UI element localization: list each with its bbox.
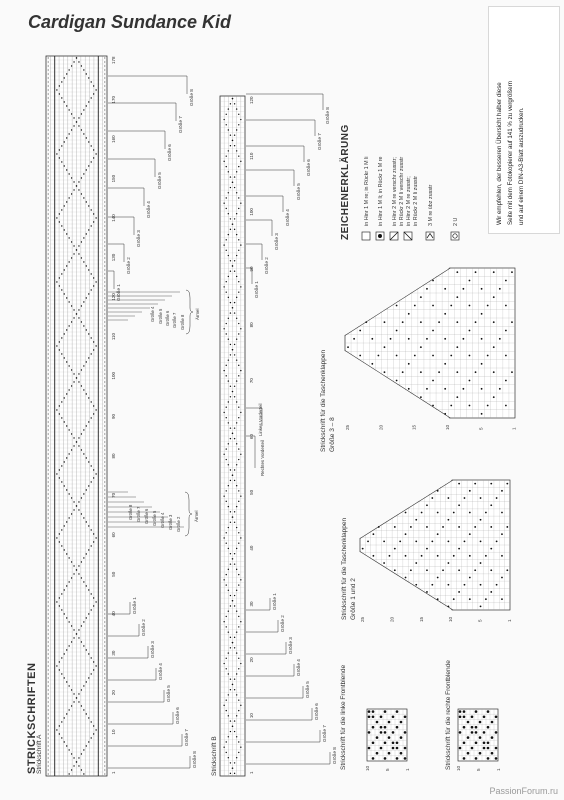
pocket-2-row-number: 1 bbox=[511, 427, 517, 430]
chart-a-size-label-top: Größe 1 bbox=[116, 284, 121, 301]
chart-b-size-label-top: Größe 6 bbox=[306, 159, 311, 176]
chart-a-sleeve-label-2: Größe 3 bbox=[168, 514, 173, 530]
front-left-label: Strickschrift für die linke Frontblende bbox=[340, 664, 347, 770]
pocket-1-label: Strickschrift für die Taschenklappen bbox=[341, 517, 348, 620]
chart-a-sleeve-label: Größe 5 bbox=[158, 308, 163, 324]
chart-b-size-label-bottom: Größe 3 bbox=[288, 637, 293, 654]
legend-heading: ZEICHENERKLÄRUNG bbox=[340, 124, 351, 240]
chart-b-size-label-bottom: Größe 4 bbox=[296, 659, 301, 676]
chart-a-size-label-bottom: Größe 7 bbox=[184, 729, 189, 746]
chart-a-row-number: 150 bbox=[111, 174, 116, 183]
front-left-row-number: 5 bbox=[385, 768, 390, 771]
chart-a-sleeve-label: Größe 7 bbox=[172, 312, 177, 328]
chart-b-size-label-top: Größe 3 bbox=[274, 233, 279, 250]
chart-a-size-label-top: Größe 2 bbox=[126, 257, 131, 274]
chart-a-size-label-bottom: Größe 5 bbox=[166, 685, 171, 702]
front-left-row-number: 10 bbox=[365, 765, 370, 771]
chart-a-sleeve-label: Größe 4 bbox=[150, 306, 155, 322]
chart-a-row-number: 140 bbox=[111, 214, 116, 222]
front-right-chart bbox=[456, 709, 501, 771]
chart-b-hint-right: Rechtes Vorderteil bbox=[260, 440, 265, 476]
chart-a-sleeve-label-2: Größe 6 bbox=[144, 508, 149, 524]
chart-a-row-number: 178 bbox=[111, 56, 116, 64]
chart-a-size-label-top: Größe 6 bbox=[167, 144, 172, 161]
pocket-1-sub: Größe 1 und 2 bbox=[350, 578, 357, 620]
chart-b-label: Strickschrift B bbox=[211, 736, 218, 776]
chart-a-row-number: 170 bbox=[111, 95, 116, 104]
note-line-2: Seite mit dem Fotokopierer auf 141 % zu vergrößern bbox=[507, 80, 514, 225]
pocket-1-row-number: 1 bbox=[507, 619, 512, 622]
chart-a-row-number: 30 bbox=[111, 650, 116, 656]
chart-b-row-number: 120 bbox=[249, 96, 254, 104]
chart-b-size-label-bottom: Größe 8 bbox=[332, 747, 337, 764]
pocket-1-row-number: 5 bbox=[477, 619, 483, 622]
chart-b-size-label-bottom: Größe 1 bbox=[272, 593, 277, 610]
chart-a-row-number: 20 bbox=[111, 690, 116, 696]
legend-item-text: in Hinr 1 M re; in Rückr 1 M li bbox=[364, 156, 370, 226]
chart-b-row-number: 70 bbox=[249, 378, 254, 384]
pocket-1-row-number: 25 bbox=[360, 616, 365, 622]
chart-a-row-number: 70 bbox=[111, 492, 116, 498]
chart-a-row-number: 1 bbox=[111, 771, 116, 774]
chart-a-size-label-top: Größe 8 bbox=[189, 89, 194, 106]
chart-a-row-number: 50 bbox=[111, 571, 116, 577]
chart-a-row-number: 120 bbox=[111, 293, 116, 301]
note-line-3: und auf einem DIN-A3-Blatt auszudrucken. bbox=[518, 107, 525, 225]
chart-b-size-label-top: Größe 1 bbox=[254, 281, 259, 298]
chart-a-bracket-label-top: Ärmel bbox=[195, 308, 200, 320]
chart-b-size-label-bottom: Größe 2 bbox=[280, 615, 285, 632]
chart-b-row-number: 40 bbox=[249, 545, 254, 551]
chart-a-row-number: 100 bbox=[111, 372, 116, 380]
chart-a-row-number: 90 bbox=[111, 413, 116, 419]
chart-a-sleeve-label-2: Größe 5 bbox=[152, 510, 157, 526]
chart-b-row-number: 10 bbox=[249, 713, 254, 719]
chart-a-sleeve-label-2: Größe 4 bbox=[160, 512, 165, 528]
legend-item-text-2: in Rückr 2 M li zusstr bbox=[413, 175, 419, 226]
pocket-2-sub: Größe 3 – 8 bbox=[329, 417, 336, 452]
chart-a-bracket-label-bottom: Ärmel bbox=[194, 510, 199, 522]
chart-b-row-number: 60 bbox=[249, 433, 254, 439]
front-right-row-number: 10 bbox=[456, 765, 461, 771]
chart-b-size-label-top: Größe 2 bbox=[264, 257, 269, 274]
chart-a-row-number: 80 bbox=[111, 453, 116, 459]
chart-b-row-number: 30 bbox=[249, 601, 254, 607]
circle-square-icon bbox=[451, 232, 459, 240]
chart-b-size-markers bbox=[246, 94, 337, 764]
legend-item-text: in Hinr 2 M re zusstr; bbox=[406, 176, 412, 226]
chart-a-row-number: 40 bbox=[111, 611, 116, 617]
front-right-row-number: 1 bbox=[496, 768, 501, 771]
chart-a-size-label-bottom: Größe 1 bbox=[132, 597, 137, 614]
legend-symbols bbox=[362, 157, 459, 241]
pocket-1-row-number: 10 bbox=[448, 616, 454, 622]
legend-item-text: in Hinr 2 M re verschr zusstr; bbox=[392, 157, 398, 226]
chart-b-row-number: 1 bbox=[249, 771, 254, 774]
legend-item-text-2: in Rückr 2 M li verschr zusstr bbox=[399, 156, 405, 226]
pocket-1-chart bbox=[359, 479, 512, 622]
pocket-2-row-number: 15 bbox=[411, 424, 417, 430]
chart-a-sleeve-label: Größe 8 bbox=[180, 314, 185, 330]
chart-a-size-label-top: Größe 4 bbox=[146, 201, 151, 218]
chart-a-size-label-top: Größe 3 bbox=[136, 230, 141, 247]
chart-a-size-label-bottom: Größe 6 bbox=[175, 707, 180, 724]
chart-b-size-label-top: Größe 5 bbox=[296, 183, 301, 200]
chart-a-label: Strickschrift A bbox=[36, 734, 43, 774]
chart-a-size-label-bottom: Größe 2 bbox=[141, 619, 146, 636]
watermark: PassionForum.ru bbox=[489, 786, 558, 796]
pocket-1-row-number: 15 bbox=[418, 616, 424, 622]
chart-a-size-label-top: Größe 5 bbox=[157, 172, 162, 189]
chart-b-size-label-bottom: Größe 6 bbox=[314, 703, 319, 720]
pocket-2-row-number: 25 bbox=[345, 424, 350, 430]
chart-a-sleeve-label-2: Größe 7 bbox=[136, 506, 141, 522]
chart-a-size-label-bottom: Größe 3 bbox=[150, 641, 155, 658]
chart-b-row-number: 20 bbox=[249, 657, 254, 663]
front-right-row-number: 5 bbox=[476, 768, 481, 771]
chart-b-row-number: 100 bbox=[249, 208, 254, 216]
chart-a-size-label-top: Größe 7 bbox=[178, 116, 183, 133]
chart-a-sleeve-label-2: Größe 8 bbox=[128, 504, 133, 520]
front-right-label: Strickschrift für die rechte Frontblende bbox=[445, 660, 452, 770]
chart-b-size-label-top: Größe 7 bbox=[317, 133, 322, 150]
chart-b-row-number: 50 bbox=[249, 489, 254, 495]
chart-a-row-number: 60 bbox=[111, 532, 116, 538]
pocket-2-chart bbox=[344, 267, 517, 430]
chart-a-size-label-bottom: Größe 4 bbox=[158, 663, 163, 680]
pocket-2-row-number: 5 bbox=[478, 427, 484, 430]
pocket-2-row-number: 10 bbox=[444, 424, 450, 430]
chart-a-row-number: 160 bbox=[111, 135, 116, 143]
chart-b-row-number: 80 bbox=[249, 322, 254, 328]
note-line-1: Wir empfehlen, der besseren Übersicht halber diese bbox=[496, 82, 503, 225]
chart-b-size-label-bottom: Größe 5 bbox=[305, 681, 310, 698]
chart-b-row-number: 90 bbox=[249, 266, 254, 272]
chart-a-size-markers bbox=[108, 76, 200, 768]
chart-b-size-label-bottom: Größe 7 bbox=[322, 725, 327, 742]
chart-b-size-label-top: Größe 8 bbox=[325, 107, 330, 124]
chart-a-size-label-bottom: Größe 8 bbox=[192, 751, 197, 768]
chart-a-sleeve-label-2: Größe 2 bbox=[176, 516, 181, 532]
pocket-2-row-number: 20 bbox=[378, 424, 384, 430]
page-title: Cardigan Sundance Kid bbox=[28, 12, 232, 32]
empty-square-icon bbox=[362, 232, 370, 240]
chart-b-size-label-top: Größe 4 bbox=[285, 209, 290, 226]
front-left-chart bbox=[365, 709, 410, 771]
chart-a-grid bbox=[46, 56, 116, 776]
chart-a-row-number: 130 bbox=[111, 253, 116, 262]
chart-a-sleeve-label: Größe 6 bbox=[165, 310, 170, 326]
legend-item-text: in Hinr 1 M li; in Rückr 1 M re bbox=[378, 156, 384, 226]
pocket-1-row-number: 20 bbox=[389, 616, 395, 622]
pocket-2-label: Strickschrift für die Taschenklappen bbox=[320, 349, 327, 452]
chart-a-row-number: 110 bbox=[111, 332, 116, 341]
section-heading: STRICKSCHRIFTEN bbox=[26, 662, 38, 774]
legend-item-text: 3 M re übz zusstr bbox=[428, 184, 434, 226]
chart-b-row-number: 110 bbox=[249, 152, 254, 160]
chart-b-hint-left: Linkes Vorderteil bbox=[258, 403, 263, 436]
chart-a-row-number: 10 bbox=[111, 729, 116, 735]
legend-item-text: 2 U bbox=[453, 217, 459, 226]
front-left-row-number: 1 bbox=[405, 768, 410, 771]
